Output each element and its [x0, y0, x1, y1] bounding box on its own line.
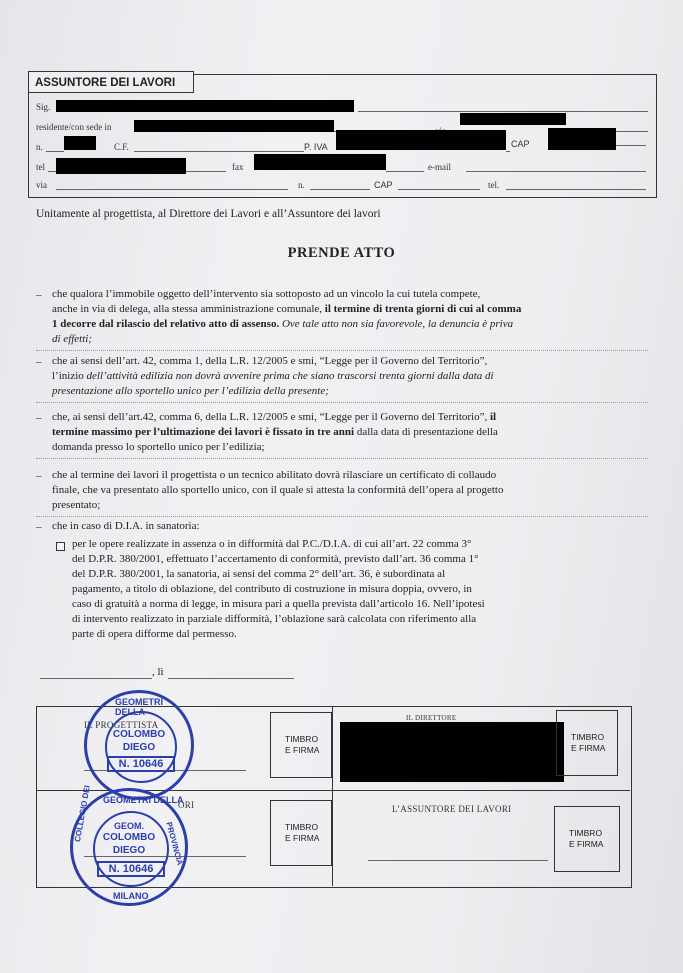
table-col-divider: [332, 706, 333, 886]
seal-1-number: N. 10646: [107, 756, 175, 772]
seal-2-ring-left: COLLEGIO DEI: [73, 784, 92, 843]
firma-text-4: E FIRMA: [569, 839, 604, 849]
sanatoria-line-2: del D.P.R. 380/2001, effettuato l’accertamento di conformità, previsto dall’art. 36 comma 1°: [72, 553, 479, 565]
assuntore-sign-label: L’ASSUNTORE DEI LAVORI: [392, 804, 512, 814]
item-2-line-2: [52, 369, 494, 384]
heading-prende-atto: PRENDE ATTO: [287, 245, 396, 261]
item-2-line-1: che ai sensi dell’art. 42, comma 1, della L.R. 12/2005 e smi, “Legge per il Governo del Territorio”,: [52, 355, 488, 367]
n-label: n.: [36, 142, 43, 152]
row-address: [36, 176, 648, 192]
redaction-phone: [56, 158, 186, 174]
cf-line: [134, 151, 304, 152]
seal-2-number: N. 10646: [97, 861, 165, 877]
item-1-line-4: di effetti;: [52, 333, 93, 345]
date-line: [168, 678, 294, 679]
sig-line: [358, 111, 648, 112]
n2-label: n.: [298, 180, 305, 190]
seal-2-name2: DIEGO: [112, 845, 146, 856]
seal-2-ring-bottom: MILANO: [113, 891, 149, 901]
assuntore-title: ASSUNTORE DEI LAVORI: [28, 71, 194, 93]
sanatoria-line-1: per le opere realizzate in assenza o in difformità dal P.C./D.I.A. di cui all’art. 22 comma 3°: [72, 538, 472, 550]
separator-1: [36, 350, 648, 351]
residente-label: residente/con sede in: [36, 122, 112, 132]
item-2-line-2b: dell’attività edilizia non dovrà avvenire prima che siano trascorsi trenta giorni dalla data di: [86, 370, 494, 382]
place-line: [40, 678, 152, 679]
redaction-number: [64, 136, 96, 150]
timbro-text-2: TIMBRO: [571, 732, 605, 742]
piva-label: P. IVA: [304, 142, 328, 152]
email-line: [466, 171, 646, 172]
dash-2: –: [36, 356, 42, 368]
item-3-line-1a: che, ai sensi dell’art.42, comma 6, della L.R. 12/2005 e smi, “Legge per il Governo del Territorio”,: [52, 411, 490, 423]
email-label: e-mail: [428, 162, 451, 172]
item-3-line-2: [52, 425, 498, 440]
cap-line: [616, 145, 646, 146]
piva-line: [506, 151, 510, 152]
item-1-line-2: [52, 302, 521, 317]
redaction-cap: [548, 128, 616, 150]
sanatoria-line-7: parte di opera difforme dal permesso.: [72, 628, 237, 640]
timbro-text-3: TIMBRO: [285, 822, 319, 832]
sanatoria-line-3: del D.P.R. 380/2001, la sanatoria, ai sensi del comma 2° dell’art. 36, è subordinata al: [72, 568, 446, 580]
tel-line-a: [48, 171, 56, 172]
item-2-line-2a: l’inizio: [52, 370, 87, 382]
item-2-line-3: presentazione allo sportello unico per l’edilizia della presente;: [52, 385, 329, 397]
firma-text-2: E FIRMA: [571, 743, 606, 753]
assuntore-stamp-box: [554, 806, 620, 872]
redaction-street: [460, 113, 566, 125]
dash-3: –: [36, 412, 42, 424]
direttore-label-partial: IL DIRETTORE: [406, 714, 457, 722]
seal-2-ring-top: GEOMETRI DELLA: [103, 795, 184, 805]
item-1-line-3b: Ove tale atto non sia favorevole, la denuncia è priva: [279, 318, 514, 330]
separator-4: [36, 516, 648, 517]
redaction-fax: [254, 154, 386, 170]
item-3-line-3: domanda presso lo sportello unico per l’edilizia;: [52, 441, 265, 453]
intro-text: Unitamente al progettista, al Direttore dei Lavori e all’Assuntore dei lavori: [36, 208, 381, 220]
cap-label: CAP: [511, 139, 530, 149]
n-line: [46, 151, 64, 152]
firma-text-1: E FIRMA: [285, 745, 320, 755]
cf-label: C.F.: [114, 142, 129, 152]
via2-line: [56, 189, 288, 190]
item-5-line-1: che in caso di D.I.A. in sanatoria:: [52, 520, 200, 532]
timbro-text-1: TIMBRO: [285, 734, 319, 744]
tel2-line: [506, 189, 646, 190]
via2-label: via: [36, 180, 47, 190]
seal-2-ring-right: PROVINCIA: [164, 821, 185, 867]
geometri-seal-1: [84, 690, 194, 800]
progettista-stamp-box: [270, 712, 332, 778]
sanatoria-line-6: di intervento realizzato in parziale difformità, l’oblazione sarà calcolata con riferimento alla: [72, 613, 477, 625]
dl-stamp-box: [270, 800, 332, 866]
geometri-seal-2: [70, 784, 188, 906]
n2-line: [310, 189, 370, 190]
timbro-text-4: TIMBRO: [569, 828, 603, 838]
separator-2: [36, 402, 648, 403]
item-3-line-2b: dalla data di presentazione della: [354, 426, 498, 438]
fax-label: fax: [232, 162, 244, 172]
assuntore-sign-line: [368, 860, 548, 861]
item-1-line-1: che qualora l’immobile oggetto dell’intervento sia sottoposto ad un vincolo la cui tutela compete,: [52, 288, 481, 300]
dash-1: –: [36, 289, 42, 301]
fax-line: [386, 171, 424, 172]
separator-3: [36, 458, 648, 459]
direttore-stamp-box: [556, 710, 618, 776]
dl-label-partial: ORI: [178, 800, 195, 810]
firma-text-3: E FIRMA: [285, 833, 320, 843]
progettista-label: IL PROGETTISTA: [84, 720, 159, 730]
cap2-label: CAP: [374, 180, 393, 190]
item-1-line-3a: 1 decorre dal rilascio del relativo atto di assenso.: [52, 318, 280, 330]
tel2-label: tel.: [488, 180, 500, 190]
row-sig: [36, 98, 648, 114]
dash-5: –: [36, 521, 42, 533]
item-1-line-2a: anche in via di delega, alla stessa amministrazione comunale,: [52, 303, 325, 315]
sanatoria-checkbox[interactable]: [56, 542, 65, 551]
item-4-line-3: presentato;: [52, 499, 101, 511]
seal-1-name1: COLOMBO: [112, 729, 166, 740]
sanatoria-line-4: pagamento, a titolo di oblazione, del contributo di costruzione in misura doppia, ovvero, in: [72, 583, 472, 595]
sig-label: Sig.: [36, 102, 51, 112]
redaction-vat: [336, 130, 506, 150]
tel-line-b: [186, 171, 226, 172]
redaction-name: [56, 100, 354, 112]
seal-1-ring-top: GEOMETRI DELLA: [115, 697, 164, 717]
redaction-direttore: [340, 722, 564, 782]
seal-2-name1: COLOMBO: [102, 832, 156, 843]
row-codes: [36, 138, 648, 154]
date-li: , lì: [152, 666, 164, 678]
row-contacts: [36, 158, 648, 174]
item-3-line-2a: termine massimo per l’ultimazione dei lavori è fissato in tre anni: [52, 426, 355, 438]
cap2-line: [398, 189, 480, 190]
dash-4: –: [36, 470, 42, 482]
item-4-line-1: che al termine dei lavori il progettista o un tecnico abilitato dovrà rilasciare un certificato di collaudo: [52, 469, 497, 481]
item-1-line-3: [52, 317, 513, 332]
item-4-line-2: finale, che va presentato allo sportello unico, con il quale si attesta la conformità dell’opera al progetto: [52, 484, 504, 496]
sanatoria-line-5: caso di gratuità a norma di legge, in misura pari a quella prevista dall’articolo 16. Nell’ipotesi: [72, 598, 485, 610]
item-1-line-2b: il termine di trenta giorni di cui al comma: [324, 303, 522, 315]
redaction-residence: [134, 120, 334, 132]
seal-2-geom: GEOM.: [113, 821, 144, 831]
item-3-line-1: [52, 410, 496, 425]
tel-label: tel: [36, 162, 45, 172]
item-3-line-1b: il: [489, 411, 497, 423]
seal-1-name2: DIEGO: [122, 742, 156, 753]
